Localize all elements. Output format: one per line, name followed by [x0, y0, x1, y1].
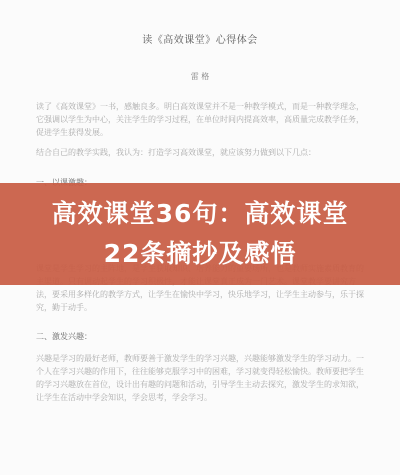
intro-paragraph: 读了《高效课堂》一书，感触良多。明白高效课堂并不是一种教学模式，而是一种教学理念，它强调以学生为中心，关注学生的学习过程，在单位时间内提高效率，高质量完成教学任务，促进学生获得发展。: [36, 102, 364, 137]
document-title: 读《高效课堂》心得体会: [142, 35, 258, 46]
banner-title: 高效课堂36句：高效课堂22条摘抄及感悟: [51, 199, 349, 268]
document-author: 雷 格: [190, 72, 210, 81]
title-banner: [0, 183, 400, 285]
section-2-heading: 二、激发兴趣：: [36, 332, 92, 341]
summary-paragraph: 结合自己的教学实践，我认为：打造学习高效课堂，就应该努力做到以下几点：: [36, 148, 316, 157]
section-1-body: 法，要采用多样化的教学方式，让学生在愉快中学习，快乐地学习，让学生主动参与，乐于探究，勤于动手。: [36, 290, 364, 312]
section-2-body: 兴趣是学习的最好老师，教师要善于激发学生的学习兴趣，兴趣能够激发学生的学习动力。一个人在学习兴趣的作用下，往往能够克服学习中的困难，学习就变得轻松愉快。教师要把学生的学习兴趣放在首位，设计出有趣的问题和活动，引导学生主动去探究，激发学生的求知欲，让学生在活动中学会知识，学会思考，学会学习。: [36, 354, 364, 402]
